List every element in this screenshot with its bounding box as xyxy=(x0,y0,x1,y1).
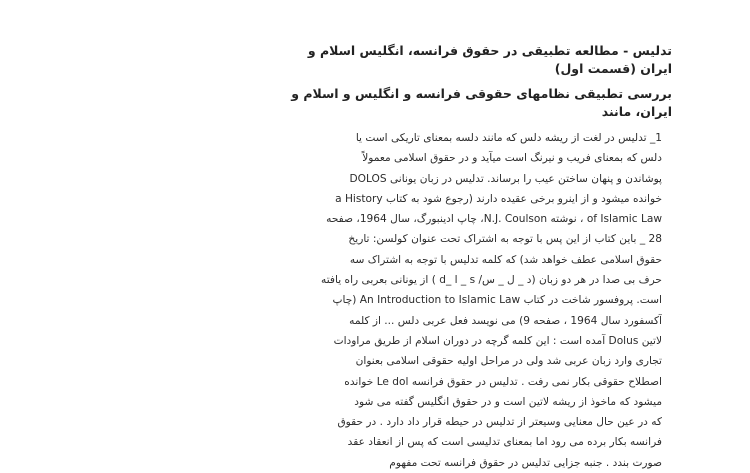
body-line: حقوق اسلامی عطف خواهد شد) که کلمه تدلیس با توجه به اشتراک سه xyxy=(349,253,662,266)
title-line: ایران (قسمت اول) xyxy=(554,61,672,76)
subtitle-line: ایران، مانند xyxy=(601,104,672,119)
body-line: حرف بی صدا در هر دو زبان (د _ ل _ س/ d_ l _ s ) از یونانی بعربی راه یافته xyxy=(321,274,662,287)
document-title xyxy=(122,42,672,78)
body-line: 28 _ باین کتاب از این پس با توجه به اشتراک تحت عنوان کولسن: تاریخ xyxy=(348,233,662,246)
body-line: فرانسه بکار برده می رود اما بمعنای تدلیسی است که پس از انعقاد عقد xyxy=(347,436,662,449)
document-body xyxy=(122,42,672,473)
body-line: لاتین Dolus آمده است : این کلمه گرچه در دوران اسلام از طریق مراودات xyxy=(333,334,662,347)
body-line: میشود که ماخوذ از ریشه لاتین است و در حقوق انگلیس گفته می شود xyxy=(354,395,662,408)
body-line: پوشاندن و پنهان ساختن عیب را برساند. تدلیس در زبان یونانی DOLOS xyxy=(349,172,662,185)
body-line: است. پروفسور شاخت در کتاب An Introduction to Islamic Law (چاپ xyxy=(332,294,662,307)
body-line: 1_ تدلیس در لغت از ریشه دلس که مانند دلسه بمعنای تاریکی است یا xyxy=(355,132,662,144)
document-subtitle xyxy=(122,85,672,121)
body-paragraph xyxy=(122,128,672,473)
body-line: of Islamic Law ، نوشته N.J. Coulson، چاپ ادینبورگ، سال 1964، صفحه xyxy=(326,213,662,226)
body-line: اصطلاح حقوقی بکار نمی رفت . تدلیس در حقوق فرانسه Le dol خوانده xyxy=(344,375,662,388)
title-line: تدلیس - مطالعه تطبیقی در حقوق فرانسه، انگلیس اسلام و xyxy=(307,43,672,58)
body-line: خوانده میشود و از اینرو برخی عقیده دارند (رجوع شود به کتاب a History xyxy=(335,192,662,205)
body-line: صورت بندد . جنبه جزایی تدلیس در حقوق فرانسه تحت مفهوم xyxy=(389,456,662,469)
body-line: دلس که بمعنای فریب و نیرنگ است میآید و در حقوق اسلامی معمولاً xyxy=(362,152,662,165)
body-line: که در عین حال معنایی وسیعتر از تدلیس در حیطه قرار داد دارد . در حقوق xyxy=(337,416,662,429)
body-line: آکسفورد سال 1964 ، صفحه 9) می نویسد فعل عربی دلس ... از کلمه xyxy=(349,314,662,327)
subtitle-line: بررسی تطبیقی نظامهای حقوقی فرانسه و انگلیس و اسلام و xyxy=(291,86,672,101)
body-line: تجاری وارد زبان عربی شد ولی در مراحل اولیه حقوقی اسلامی بعنوان xyxy=(355,355,662,368)
